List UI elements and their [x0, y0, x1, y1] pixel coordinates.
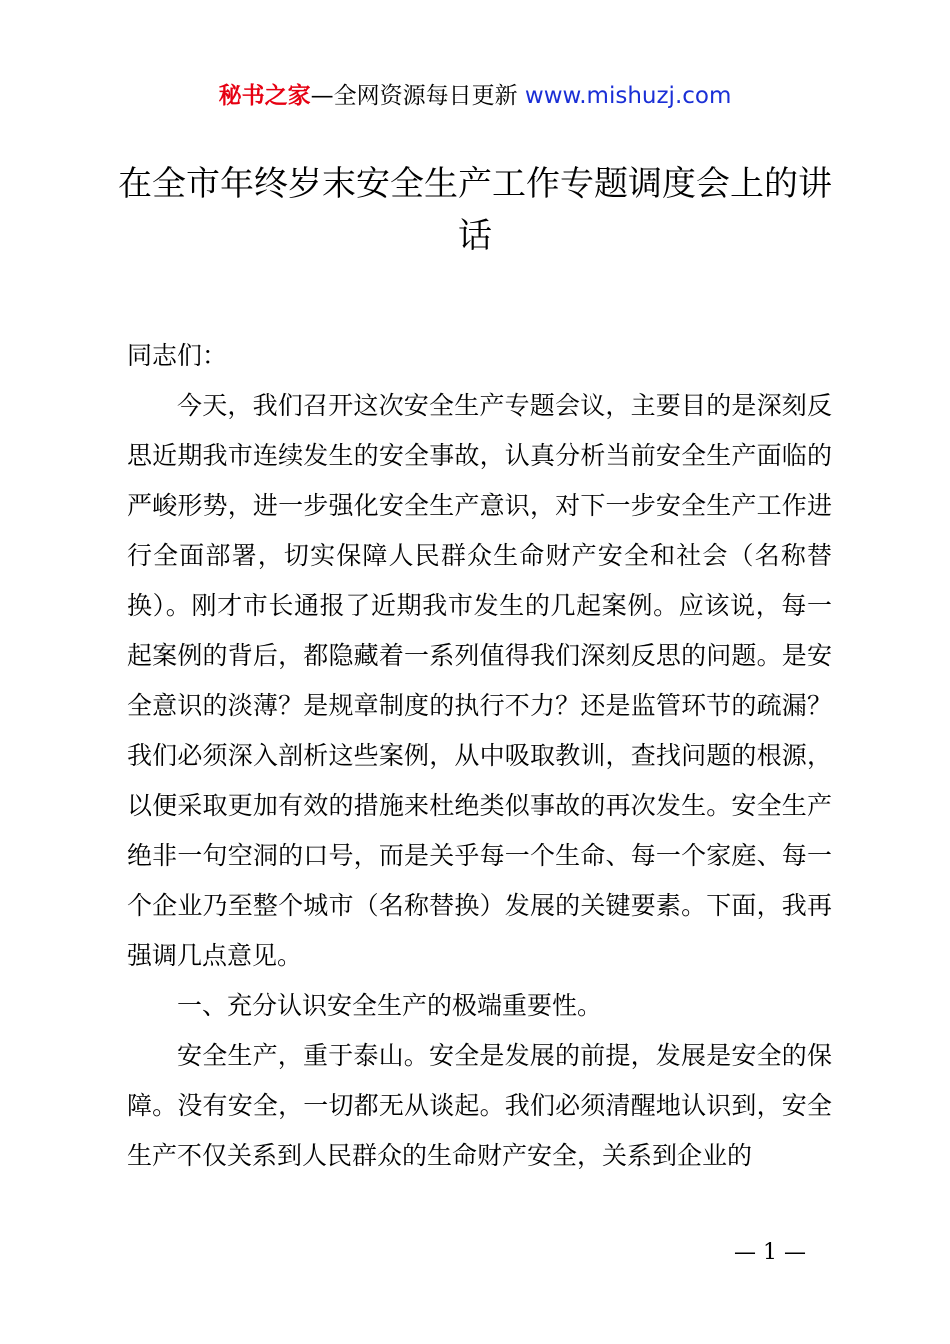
- paragraph-section-one: 安全生产，重于泰山。安全是发展的前提，发展是安全的保障。没有安全，一切都无从谈起。我们必须清醒地认识到，安全生产不仅关系到人民群众的生命财产安全，关系到企业的: [127, 1041, 832, 1170]
- paragraph-intro: 今天，我们召开这次安全生产专题会议，主要目的是深刻反思近期我市连续发生的安全事故，认真分析当前安全生产面临的严峻形势，进一步强化安全生产意识，对下一步安全生产工作进行全面部署，切实保障人民群众生命财产安全和社会（名称替换）。刚才市长通报了近期我市发生的几起案例。应该说，每一起案例的背后，都隐藏着一系列值得我们深刻反思的问题。是安全意识的淡薄？是规章制度的执行不力？还是监管环节的疏漏？我们必须深入剖析这些案例，从中吸取教训，查找问题的根源，以便采取更加有效的措施来杜绝类似事故的再次发生。安全生产绝非一句空洞的口号，而是关乎每一个生命、每一个家庭、每一个企业乃至整个城市（名称替换）发展的关键要素。下面，我再强调几点意见。: [127, 391, 832, 970]
- site-header: [0, 80, 950, 112]
- section-heading: 一、充分认识安全生产的极端重要性。: [177, 991, 603, 1020]
- site-slogan: —全网资源每日更新: [310, 83, 518, 109]
- site-brand: 秘书之家: [218, 83, 311, 109]
- page-number: — 1 —: [734, 1240, 806, 1265]
- document-title: 在全市年终岁末安全生产工作专题调度会上的讲话: [118, 164, 832, 256]
- salutation: 同志们：: [127, 341, 228, 370]
- site-url-link[interactable]: www.mishuzj.com: [524, 83, 732, 109]
- document-body: [127, 331, 832, 1181]
